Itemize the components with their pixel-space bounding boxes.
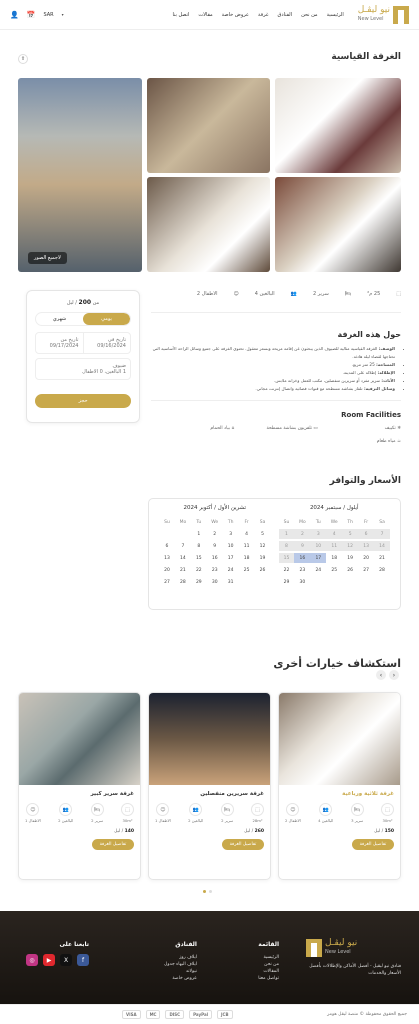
feature-children: الاطفال 2 xyxy=(196,291,218,297)
calendar-day[interactable]: 11 xyxy=(243,543,250,549)
room-card-price: 260 / ليل xyxy=(244,829,264,834)
photo-gallery xyxy=(18,78,401,272)
calendar-day[interactable]: 7 xyxy=(181,543,185,549)
calendar-day[interactable]: 3 xyxy=(229,531,233,537)
calendar-day[interactable]: 6 xyxy=(358,529,374,539)
calendar-day[interactable]: 7 xyxy=(374,529,390,539)
room-card-price: 150 / ليل xyxy=(374,829,394,834)
about-item: • الإطلالة: إطلالة على المدينة. xyxy=(151,369,395,377)
calendar-day[interactable]: 18 xyxy=(331,555,338,561)
room-card[interactable] xyxy=(278,692,401,880)
date-range xyxy=(35,332,131,354)
calendar-day[interactable]: 29 xyxy=(195,579,202,585)
nav-item[interactable]: غرفة xyxy=(258,11,269,18)
footer-link[interactable]: عروض خاصة xyxy=(172,976,197,981)
spec-icon: 👥 xyxy=(319,803,332,816)
tab-daily[interactable]: يومي xyxy=(83,313,130,325)
footer-brand xyxy=(306,939,401,977)
availability-title: الأسعار والتوافر xyxy=(329,476,401,486)
about-item: • المساحة: 25 متر مربع. xyxy=(151,361,395,369)
room-card-title[interactable]: غرفة ثلاثية ورباعية xyxy=(342,791,394,797)
divider xyxy=(151,400,401,401)
about-item: • الوصف: الغرفة القياسية مثالية للضيوف الذين يبحثون عن إقامة مريحة وبسعر معقول. تحتوي الغرفة على جميع وسائل الراحة الأساسية التي تحتاجها لقضاء ليلة هادئة. xyxy=(151,345,395,361)
price-line xyxy=(35,299,131,306)
checkout-label: تاريخ من xyxy=(60,337,79,343)
calendar-day[interactable]: 26 xyxy=(259,567,266,573)
payment-icon: DISC xyxy=(165,1010,184,1019)
calendar-day[interactable]: 15 xyxy=(195,555,202,561)
chevron-right-icon[interactable]: › xyxy=(389,670,399,680)
calendar-day[interactable]: 5 xyxy=(342,529,358,539)
copyright: جميع الحقوق محفوظة © منصة ليڤل هومز xyxy=(327,1012,407,1017)
weekday-label: Mo xyxy=(179,519,187,525)
footer-hotels xyxy=(164,941,197,982)
site-logo[interactable] xyxy=(358,6,409,24)
logo-mark-icon xyxy=(306,939,322,957)
gallery-photo[interactable] xyxy=(275,177,401,272)
weekday-label: Sa xyxy=(379,519,385,525)
calendar-day[interactable]: 10 xyxy=(227,543,234,549)
room-card-spec: 🛏 سرير 2 xyxy=(221,803,234,823)
spec-icon: ⬚ xyxy=(381,803,394,816)
calendar-day[interactable]: 2 xyxy=(213,531,217,537)
calendar-day[interactable]: 27 xyxy=(164,579,170,585)
calendar-day[interactable]: 18 xyxy=(243,555,250,561)
user-icon[interactable]: 👤 xyxy=(10,10,19,19)
weekday-label: Sa xyxy=(259,519,266,525)
guests-value: 1 البالغين، 0 الاطفال xyxy=(82,369,126,375)
footer-link[interactable]: تواصل معنا xyxy=(258,976,279,981)
price-value: 200 xyxy=(78,299,92,306)
price-prefix: من xyxy=(92,300,100,306)
facilities-title: Room Facilities xyxy=(341,411,401,419)
room-card-spec: ⬚ 28m² xyxy=(251,803,264,823)
calendar-day[interactable]: 13 xyxy=(164,555,170,561)
footer-link[interactable]: ايلاف روز xyxy=(179,955,197,960)
weekday-label: Fr xyxy=(244,519,249,525)
calendar-day[interactable]: 30 xyxy=(211,579,218,585)
spec-icon: ⬚ xyxy=(121,803,134,816)
children-icon: ☺ xyxy=(233,291,239,297)
calendar-day[interactable]: 28 xyxy=(379,567,385,573)
empty-cell xyxy=(159,529,175,539)
room-features xyxy=(197,291,401,297)
room-card-specs xyxy=(19,797,140,829)
room-card-price: 140 / ليل xyxy=(114,829,134,834)
calendar-month xyxy=(155,505,275,603)
weekday-label: We xyxy=(330,519,338,525)
calendar-day[interactable]: 8 xyxy=(279,541,295,551)
calendar-day[interactable]: 26 xyxy=(347,567,354,573)
facility-item: ▭ تلفزيون بشاشة مسطحة xyxy=(266,426,318,431)
calendar-day[interactable]: 13 xyxy=(358,541,374,551)
room-card-spec: ⬚ 30m² xyxy=(381,803,394,823)
facility-item: ☕ مياه طعام xyxy=(376,439,401,444)
about-item: • وسائل الترفيه: تلفاز بشاشة مسطحة مع قنوات فضائية واتصال إنترنت مجاني. xyxy=(151,385,395,393)
room-card-spec: 🛏 سرير 2 xyxy=(91,803,104,823)
spec-icon: 🛏 xyxy=(91,803,104,816)
footer-logo[interactable]: نيو ليڤـل New Level xyxy=(306,939,401,957)
calendar-day[interactable]: 25 xyxy=(243,567,250,573)
feature-beds: سرير 2 xyxy=(312,291,329,297)
footer-menu-title: القائمة xyxy=(258,941,279,948)
weekday-label: Su xyxy=(164,519,170,525)
calendar-day[interactable]: 14 xyxy=(180,555,186,561)
carousel-arrows xyxy=(376,670,399,680)
carousel-dots xyxy=(203,890,212,893)
booking-panel xyxy=(26,290,140,423)
room-card-spec: 👥 البالغين 2 xyxy=(188,803,203,823)
gallery-photo-main[interactable] xyxy=(18,78,142,272)
calendar-day[interactable]: 30 xyxy=(299,579,306,585)
calendar-day[interactable]: 8 xyxy=(197,543,201,549)
calendar-day[interactable]: 24 xyxy=(315,567,322,573)
calendar-day[interactable]: 16 xyxy=(294,553,310,563)
guests-label: ضيوف xyxy=(112,363,126,369)
calendar-day[interactable]: 5 xyxy=(261,531,264,537)
logo-mark-icon xyxy=(393,6,409,24)
weekday-label: Mo xyxy=(299,519,306,525)
stay-type-toggle xyxy=(35,312,131,326)
room-card-title[interactable]: غرفة سرير كبير xyxy=(90,791,134,797)
facebook-icon[interactable]: f xyxy=(77,954,89,966)
footer-about: فنادق نيو ليڤيل - أفضل الأماكن والإطلالات بأفضل الأسعار والخدمات xyxy=(309,964,401,976)
calendar-day[interactable]: 24 xyxy=(227,567,234,573)
guests-field[interactable] xyxy=(35,358,131,380)
footer xyxy=(0,911,419,1004)
calendar-day[interactable]: 2 xyxy=(294,529,310,539)
footer-link[interactable]: من نحن xyxy=(264,962,279,967)
room-card-spec: ☺ الاطفال 1 xyxy=(25,803,41,823)
header-utilities xyxy=(10,11,64,19)
facilities-list xyxy=(151,426,401,444)
checkin-value: 09/16/2024 xyxy=(97,343,126,349)
explore-title: استكشاف خيارات أخرى xyxy=(273,657,401,670)
weekday-label: Tu xyxy=(315,519,321,525)
calendar-day[interactable]: 25 xyxy=(331,567,338,573)
calendar-day[interactable]: 20 xyxy=(363,555,369,561)
spec-icon: 👥 xyxy=(189,803,202,816)
book-button[interactable]: حجز xyxy=(35,394,131,408)
logo-text-ar: نيو ليڤـل xyxy=(357,4,390,15)
logo-text-en: New Level xyxy=(357,15,384,22)
chevron-left-icon[interactable]: ‹ xyxy=(376,670,386,680)
facility-item: ❄ تكييف xyxy=(384,426,401,431)
calendar-day[interactable]: 19 xyxy=(347,555,354,561)
room-card-spec: ☺ الاطفال 1 xyxy=(155,803,171,823)
feature-area: 25 م² xyxy=(367,291,381,297)
calendar-icon[interactable]: 📅 xyxy=(26,10,36,19)
calendar-day[interactable]: 27 xyxy=(363,567,369,573)
chevron-down-icon: ▾ xyxy=(61,12,64,17)
calendar-day[interactable]: 15 xyxy=(279,553,295,563)
calendar-day[interactable]: 10 xyxy=(310,541,326,551)
checkin-field[interactable] xyxy=(84,333,131,353)
calendar-day[interactable]: 22 xyxy=(283,567,290,573)
about-list xyxy=(151,345,401,393)
footer-link[interactable]: نيولاند xyxy=(185,969,197,974)
calendar-day[interactable]: 31 xyxy=(227,579,234,585)
calendar-day[interactable]: 23 xyxy=(299,567,306,573)
nav-item[interactable]: من نحن xyxy=(301,11,318,18)
carousel-dot[interactable] xyxy=(209,890,212,893)
room-details-button[interactable]: تفاصيل الغرفة xyxy=(352,839,394,850)
adults-icon: 👥 xyxy=(290,291,297,297)
spec-icon: 👥 xyxy=(59,803,72,816)
footer-link[interactable]: الرئيسية xyxy=(263,955,279,960)
share-icon[interactable]: ⇪ xyxy=(18,54,28,64)
carousel-dot[interactable] xyxy=(203,890,206,893)
spec-icon: ☺ xyxy=(26,803,39,816)
nav-item[interactable]: عروض خاصة xyxy=(221,11,250,18)
empty-cell xyxy=(175,529,191,539)
nav-item[interactable]: الفنادق xyxy=(277,11,293,18)
footer-link[interactable]: ايلاف البهاء جدول xyxy=(164,962,197,967)
checkin-label: تاريخ في xyxy=(107,337,126,343)
payment-icon: VISA xyxy=(122,1010,141,1019)
weekday-label: Th xyxy=(347,519,353,525)
room-card-spec: ⬚ 30m² xyxy=(121,803,134,823)
footer-hotels-title: الفنادق xyxy=(175,941,197,948)
checkout-field[interactable] xyxy=(36,333,84,353)
area-icon: ⬚ xyxy=(396,291,401,297)
calendar-day[interactable]: 21 xyxy=(180,567,186,573)
divider xyxy=(151,312,401,313)
month-title: تشرين الأول / أكتوبر 2024 xyxy=(183,505,247,511)
calendar-day[interactable]: 9 xyxy=(213,543,217,549)
room-card[interactable] xyxy=(18,692,141,880)
room-card-photo[interactable] xyxy=(149,693,270,785)
footer-link[interactable]: المقالات xyxy=(263,969,279,974)
footer-menu xyxy=(258,941,279,982)
gallery-photo[interactable] xyxy=(275,78,401,173)
room-card-specs xyxy=(149,797,270,829)
instagram-icon[interactable]: ◎ xyxy=(26,954,38,966)
calendar-day[interactable]: 21 xyxy=(379,555,385,561)
payment-icon: PayPal xyxy=(189,1010,212,1019)
calendar-day[interactable]: 28 xyxy=(180,579,186,585)
nav-item[interactable]: اتصل بنا xyxy=(172,11,190,18)
calendar-day[interactable]: 22 xyxy=(195,567,202,573)
weekday-label: Th xyxy=(227,519,234,525)
tab-monthly[interactable]: شهري xyxy=(52,316,67,322)
calendar-day[interactable]: 3 xyxy=(310,529,326,539)
all-photos-button[interactable]: لاجميع الصور xyxy=(28,252,67,264)
calendar-day[interactable]: 14 xyxy=(374,541,390,551)
x-icon[interactable]: X xyxy=(60,954,72,966)
nav-item[interactable]: الرئيسية xyxy=(326,11,344,18)
calendar-day[interactable]: 20 xyxy=(164,567,170,573)
availability-calendar xyxy=(148,498,401,610)
calendar-day[interactable]: 1 xyxy=(197,531,201,537)
calendar-day[interactable]: 12 xyxy=(342,541,358,551)
nav-item[interactable]: مقالات xyxy=(198,11,213,18)
room-details-button[interactable]: تفاصيل الغرفة xyxy=(92,839,134,850)
payment-icon: JCB xyxy=(217,1010,232,1019)
footer-social-title: تابعنا على xyxy=(59,941,89,948)
weekday-label: Fr xyxy=(364,519,369,525)
room-card-photo[interactable] xyxy=(19,693,140,785)
room-card-spec: 🛏 سرير 3 xyxy=(351,803,364,823)
calendar-day[interactable]: 11 xyxy=(326,541,342,551)
feature-adults: البالغين 4 xyxy=(254,291,275,297)
footer-bottom xyxy=(0,1004,419,1024)
gallery-photo[interactable] xyxy=(147,78,270,173)
payment-icon: MC xyxy=(146,1010,161,1019)
month-title: أيلول / سبتمبر 2024 xyxy=(309,505,359,511)
weekday-label: Tu xyxy=(196,519,202,525)
calendar-day[interactable]: 17 xyxy=(310,553,326,563)
calendar-day[interactable]: 17 xyxy=(227,555,234,561)
calendar-day[interactable]: 9 xyxy=(294,541,310,551)
price-suffix: / ليل xyxy=(66,300,77,306)
room-card-photo[interactable] xyxy=(279,693,400,785)
room-card-spec: 👥 البالغين 4 xyxy=(318,803,333,823)
calendar-day[interactable]: 12 xyxy=(259,543,266,549)
gallery-photo[interactable] xyxy=(147,177,270,272)
calendar-day[interactable]: 4 xyxy=(245,531,249,537)
footer-social xyxy=(26,941,89,966)
calendar-day[interactable]: 1 xyxy=(279,529,295,539)
spec-icon: ⬚ xyxy=(251,803,264,816)
room-card-spec: ☺ الاطفال 2 xyxy=(285,803,301,823)
payment-methods xyxy=(122,1010,233,1019)
room-details-button[interactable]: تفاصيل الغرفة xyxy=(222,839,264,850)
calendar-month xyxy=(275,505,395,603)
room-card-specs xyxy=(279,797,400,829)
calendar-day[interactable]: 19 xyxy=(259,555,266,561)
currency-select[interactable]: SAR xyxy=(43,11,54,18)
checkout-value: 09/17/2024 xyxy=(49,343,79,349)
calendar-day[interactable]: 16 xyxy=(211,555,218,561)
header xyxy=(0,0,419,30)
about-item: • الأثاث: سرير مفرد أو سريرين منفصلين، مكتب للعمل وخزانة ملابس. xyxy=(151,377,395,385)
youtube-icon[interactable]: ▶ xyxy=(43,954,55,966)
spec-icon: ☺ xyxy=(286,803,299,816)
spec-icon: 🛏 xyxy=(351,803,364,816)
calendar-day[interactable]: 29 xyxy=(283,579,290,585)
weekday-label: Su xyxy=(283,519,290,525)
room-card-spec: 👥 البالغين 2 xyxy=(58,803,73,823)
bed-icon: 🛏 xyxy=(344,291,352,297)
facility-item: ⌂ بياد الحمام xyxy=(210,426,235,431)
page-title: الغرفة القياسية xyxy=(331,52,401,62)
calendar-day[interactable]: 23 xyxy=(211,567,218,573)
spec-icon: ☺ xyxy=(156,803,169,816)
about-title: حول هذه الغرفة xyxy=(337,330,401,339)
room-card-title[interactable]: غرفة سريرين منفصلين xyxy=(200,791,264,797)
calendar-day[interactable]: 4 xyxy=(326,529,342,539)
main-nav xyxy=(172,12,343,18)
spec-icon: 🛏 xyxy=(221,803,234,816)
room-card[interactable] xyxy=(148,692,271,880)
calendar-day[interactable]: 6 xyxy=(165,543,169,549)
weekday-label: We xyxy=(211,519,219,525)
